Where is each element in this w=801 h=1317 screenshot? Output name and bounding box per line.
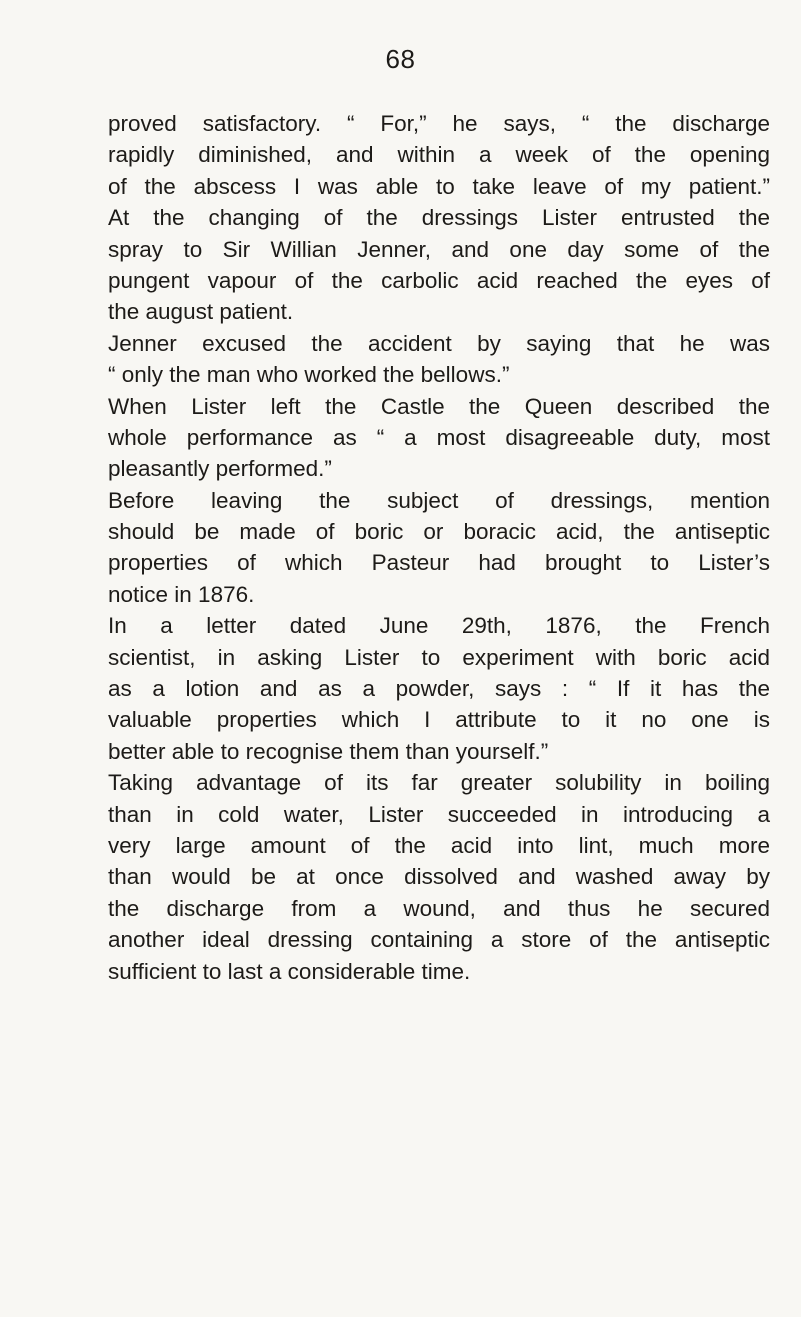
text-line: of the abscess I was able to take leave of my patient.” — [108, 173, 770, 199]
text-line: scientist, in asking Lister to experiment with boric acid — [108, 644, 770, 670]
text-line: than in cold water, Lister succeeded in introducing a — [108, 801, 770, 827]
text-line: spray to Sir Willian Jenner, and one day some of the — [108, 236, 770, 262]
text-line: pleasantly performed.” — [108, 456, 332, 482]
text-line: valuable properties which I attribute to it no one is — [108, 707, 770, 733]
text-line: At the changing of the dressings Lister entrusted the — [108, 205, 770, 231]
text-line: rapidly diminished, and within a week of the opening — [108, 142, 770, 168]
text-line: better able to recognise them than yourself.” — [108, 738, 549, 764]
text-line: should be made of boric or boracic acid, the antiseptic — [108, 519, 770, 545]
text-line: very large amount of the acid into lint, much more — [108, 832, 770, 858]
text-line: as a lotion and as a powder, says : “ If it has the — [108, 676, 770, 702]
text-line: another ideal dressing containing a store of the antiseptic — [108, 927, 770, 953]
text-line: Jenner excused the accident by saying that he was — [108, 330, 770, 356]
text-line: whole performance as “ a most disagreeable duty, most — [108, 424, 770, 450]
text-line: In a letter dated June 29th, 1876, the French — [108, 613, 770, 639]
text-line: properties of which Pasteur had brought to Lister’s — [108, 550, 770, 576]
text-line: pungent vapour of the carbolic acid reached the eyes of — [108, 267, 770, 293]
text-line: the discharge from a wound, and thus he secured — [108, 895, 770, 921]
text-line: Taking advantage of its far greater solubility in boiling — [108, 770, 770, 796]
text-line: than would be at once dissolved and washed away by — [108, 864, 770, 890]
text-line: Before leaving the subject of dressings, mention — [108, 487, 770, 513]
text-line: When Lister left the Castle the Queen described the — [108, 393, 770, 419]
text-line: sufficient to last a considerable time. — [108, 958, 471, 984]
text-line: proved satisfactory. “ For,” he says, “ the discharge — [108, 111, 770, 136]
text-line: the august patient. — [108, 299, 294, 325]
body-text — [108, 108, 770, 987]
page-number: 68 — [385, 44, 416, 74]
text-line: “ only the man who worked the bellows.” — [108, 362, 510, 388]
text-line: notice in 1876. — [108, 581, 255, 607]
